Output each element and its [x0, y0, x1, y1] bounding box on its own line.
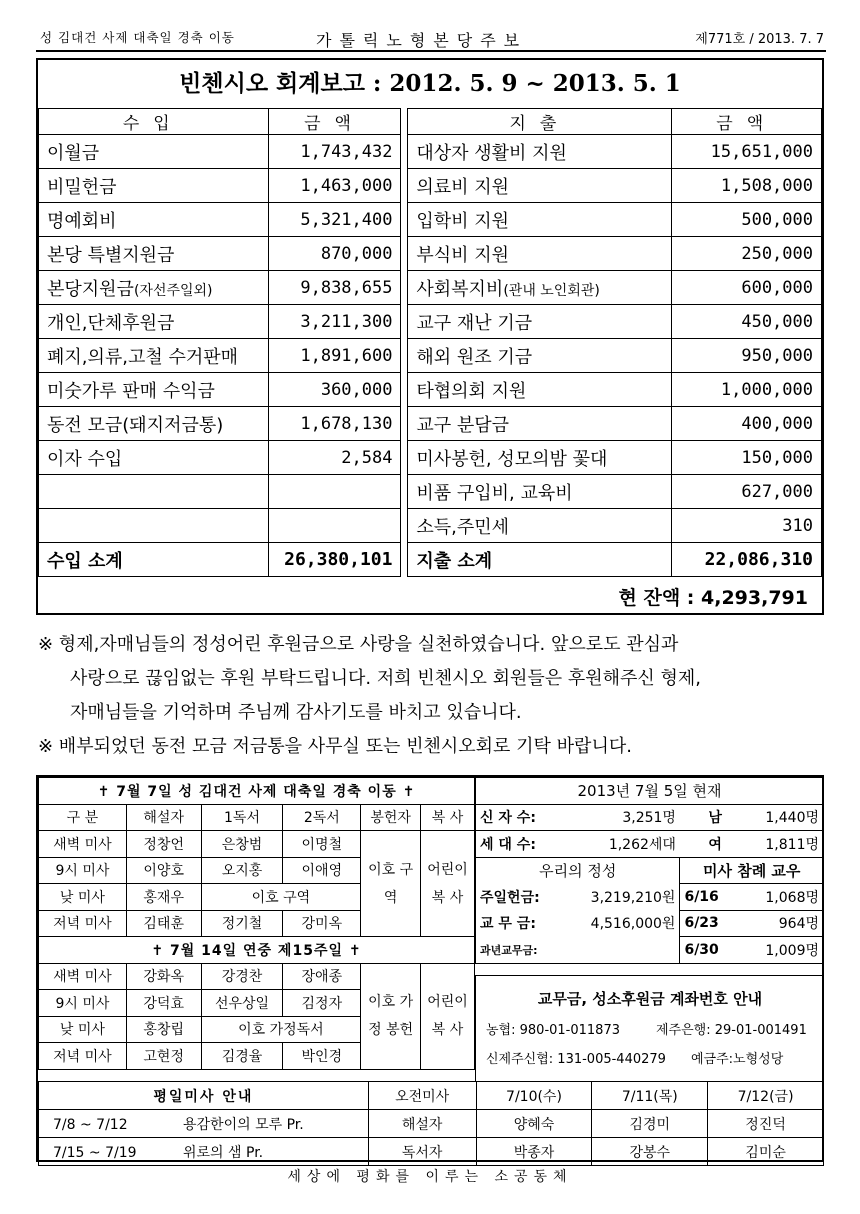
expense-label: 해외 원조 기금 [416, 346, 533, 368]
att-count: 1,009명 [726, 937, 824, 964]
account-nh: 농협: 980-01-011873 [486, 1023, 620, 1038]
header-title: 가톨릭노형본당주보 [316, 31, 528, 50]
weekday-mass [38, 1081, 824, 1166]
commentator: 홍재우 [126, 884, 201, 911]
weekday-header-row [39, 1082, 824, 1110]
income-label: 미숫가루 판매 수익금 [47, 380, 215, 402]
finance-row [39, 509, 822, 543]
income-label: 개인,단체후원금 [47, 312, 175, 334]
finance-row [39, 237, 822, 271]
col-amount: 금액 [268, 109, 401, 135]
header-left: 성 김대건 사제 대축일 경축 이동 [40, 30, 235, 45]
notes [38, 628, 828, 764]
finance-row [39, 135, 822, 169]
households-value: 1,262세대 [545, 831, 679, 858]
footer-slogan: 세상에 평화를 이루는 소공동체 [287, 1169, 573, 1185]
reader-2: 김정자 [283, 990, 361, 1017]
income-amount: 360,000 [268, 373, 401, 407]
weekday-day: 7/10(수) [476, 1082, 592, 1110]
mass-time: 저녁 미사 [39, 910, 127, 937]
income-note: (자선주일외) [133, 282, 213, 299]
income-label: 이자 수입 [47, 448, 123, 470]
expense-total-label: 지출 소계 [408, 543, 672, 577]
readers: 이호 가정독서 [201, 1016, 361, 1043]
expense-amount: 1,000,000 [672, 373, 822, 407]
mass-row [39, 831, 475, 858]
income-item [39, 203, 269, 237]
schedule-caption-row [39, 778, 475, 805]
subtotal-row [39, 543, 822, 577]
mass-col-header: 1독서 [201, 804, 283, 831]
income-label: 비밀헌금 [47, 176, 117, 198]
weekday-col: 오전미사 [368, 1082, 476, 1110]
mass-row [39, 963, 475, 990]
expense-label: 교구 분담금 [416, 414, 510, 436]
commentator: 이양호 [126, 857, 201, 884]
weekday-role: 해설자 [368, 1110, 476, 1138]
finance-row [39, 441, 822, 475]
reader-2: 이애영 [283, 857, 361, 884]
finance-row [39, 271, 822, 305]
expense-label: 의료비 지원 [416, 176, 510, 198]
weekday-role: 독서자 [368, 1138, 476, 1166]
income-total-label: 수입 소계 [39, 543, 269, 577]
income-amount: 1,463,000 [268, 169, 401, 203]
income-amount [268, 475, 401, 509]
finance-report [36, 58, 824, 615]
income-item [39, 339, 269, 373]
reader-2: 박인경 [283, 1043, 361, 1070]
commentator: 홍창립 [126, 1016, 201, 1043]
mass-time: 9시 미사 [39, 857, 127, 884]
income-item [39, 407, 269, 441]
households-label: 세 대 수: [476, 831, 546, 858]
expense-amount: 15,651,000 [672, 135, 822, 169]
weekday-period: 7/8 ~ 7/12 [53, 1116, 128, 1133]
income-item [39, 237, 269, 271]
weekday-theme-cell [39, 1138, 369, 1166]
expense-label: 타협의회 지원 [416, 380, 527, 402]
weekday-theme: 용감한이의 모루 Pr. [183, 1116, 304, 1133]
sunday-offering-label: 주일헌금: [476, 884, 546, 911]
reader-1: 은창범 [201, 831, 283, 858]
schedule-caption: ✝ 7월 7일 성 김대건 사제 대축일 경축 이동 ✝ [39, 778, 475, 805]
mass-col-header: 2독서 [283, 804, 361, 831]
attendance-title: 미사 참례 교우 [680, 857, 824, 884]
mass-time: 저녁 미사 [39, 1043, 127, 1070]
mass-time: 낮 미사 [39, 884, 127, 911]
female-value: 1,811명 [726, 831, 824, 858]
expense-item [408, 441, 672, 475]
mass-col-header: 복 사 [421, 804, 475, 831]
expense-item [408, 407, 672, 441]
stats-title: 2013년 7월 5일 현재 [476, 778, 824, 805]
expense-item [408, 169, 672, 203]
expense-item [408, 475, 672, 509]
reader-1: 선우상일 [201, 990, 283, 1017]
expense-label: 부식비 지원 [416, 244, 510, 266]
reader-1: 오지홍 [201, 857, 283, 884]
account-title: 교무금, 성소후원금 계좌번호 안내 [537, 990, 763, 1008]
expense-label: 입학비 지원 [416, 210, 510, 232]
weekday-row [39, 1138, 824, 1166]
mass-time: 낮 미사 [39, 1016, 127, 1043]
expense-amount: 450,000 [672, 305, 822, 339]
income-label: 본당 특별지원금 [47, 244, 175, 266]
offertory: 이호 구역 [361, 831, 421, 937]
income-amount: 5,321,400 [268, 203, 401, 237]
expense-item [408, 271, 672, 305]
finance-row [39, 305, 822, 339]
income-amount [268, 509, 401, 543]
sunday-offering-value: 3,219,210원 [545, 884, 679, 911]
col-income: 수입 [39, 109, 269, 135]
expense-amount: 627,000 [672, 475, 822, 509]
believers-value: 3,251명 [545, 804, 679, 831]
weekday-day: 7/12(금) [708, 1082, 824, 1110]
expense-item [408, 237, 672, 271]
expense-item [408, 339, 672, 373]
weekday-name: 박종자 [476, 1138, 592, 1166]
income-item [39, 169, 269, 203]
expense-item [408, 135, 672, 169]
dues-label: 교 무 금: [476, 910, 546, 937]
income-item [39, 135, 269, 169]
bulletin-header [36, 28, 826, 52]
income-amount: 1,891,600 [268, 339, 401, 373]
reader-2: 이명철 [283, 831, 361, 858]
note-line: 자매님들을 기억하며 주님께 감사기도를 바치고 있습니다. [70, 702, 522, 723]
expense-label: 소득,주민세 [416, 516, 510, 538]
expense-label: 미사봉헌, 성모의밤 꽃대 [416, 448, 608, 470]
parish-stats [475, 777, 824, 964]
income-amount: 1,743,432 [268, 135, 401, 169]
dues-value: 4,516,000원 [545, 910, 679, 937]
note-line: ※ 배부되었던 동전 모금 저금통을 사무실 또는 빈첸시오회로 기탁 바랍니다. [38, 736, 632, 757]
finance-row [39, 373, 822, 407]
income-amount: 1,678,130 [268, 407, 401, 441]
altar-servers: 어린이 복 사 [421, 831, 475, 937]
income-label: 이월금 [47, 142, 100, 164]
income-label: 명예회비 [47, 210, 117, 232]
account-shinhyup: 신제주신협: 131-005-440279 [486, 1052, 666, 1067]
account-holder: 예금주:노형성당 [691, 1052, 784, 1067]
expense-amount: 950,000 [672, 339, 822, 373]
weekday-name: 김미순 [708, 1138, 824, 1166]
expense-item [408, 509, 672, 543]
expense-amount: 150,000 [672, 441, 822, 475]
mass-time: 새벽 미사 [39, 963, 127, 990]
income-amount: 9,838,655 [268, 271, 401, 305]
expense-item [408, 305, 672, 339]
weekday-theme-cell [39, 1110, 369, 1138]
commentator: 고현정 [126, 1043, 201, 1070]
finance-row [39, 169, 822, 203]
income-item [39, 373, 269, 407]
expense-label: 교구 재난 기금 [416, 312, 533, 334]
schedule-caption: ✝ 7월 14일 연중 제15주일 ✝ [39, 937, 475, 964]
mass-time: 9시 미사 [39, 990, 127, 1017]
weekday-day: 7/11(목) [592, 1082, 708, 1110]
income-label: 본당지원금 [47, 278, 134, 300]
income-label: 폐지,의류,고철 수거판매 [47, 346, 239, 368]
finance-row [39, 339, 822, 373]
account-info [475, 975, 824, 1081]
expense-amount: 400,000 [672, 407, 822, 441]
weekday-theme: 위로의 샘 Pr. [183, 1144, 264, 1161]
att-date: 6/16 [680, 884, 726, 911]
finance-header-row [39, 109, 822, 135]
commentator: 강화옥 [126, 963, 201, 990]
reader-1: 강경찬 [201, 963, 283, 990]
reader-1: 김경율 [201, 1043, 283, 1070]
offering-title: 우리의 정성 [476, 857, 680, 884]
col-expense: 지출 [408, 109, 672, 135]
balance: 현 잔액 : 4,293,791 [618, 587, 808, 609]
schedule-caption-row [39, 937, 475, 964]
expense-amount: 600,000 [672, 271, 822, 305]
income-item [39, 441, 269, 475]
reader-2: 장애종 [283, 963, 361, 990]
expense-item [408, 373, 672, 407]
att-count: 1,068명 [726, 884, 824, 911]
finance-row [39, 203, 822, 237]
income-amount: 2,584 [268, 441, 401, 475]
finance-row [39, 475, 822, 509]
male-value: 1,440명 [726, 804, 824, 831]
offertory: 이호 가정 봉헌 [361, 963, 421, 1069]
att-date: 6/30 [680, 937, 726, 964]
male-label: 남 [680, 804, 726, 831]
expense-label: 비품 구입비, 교육비 [416, 482, 573, 504]
commentator: 강덕효 [126, 990, 201, 1017]
expense-note: (관내 노인회관) [503, 282, 600, 299]
finance-row [39, 407, 822, 441]
past-dues-label: 과년교무금: [476, 937, 680, 964]
expense-amount: 500,000 [672, 203, 822, 237]
income-amount: 870,000 [268, 237, 401, 271]
parish-info [36, 775, 824, 1162]
income-item [39, 305, 269, 339]
weekday-name: 강봉수 [592, 1138, 708, 1166]
expense-amount: 310 [672, 509, 822, 543]
income-item [39, 271, 269, 305]
altar-servers: 어린이 복 사 [421, 963, 475, 1069]
income-label: 동전 모금(돼지저금통) [47, 414, 224, 436]
weekday-name: 김경미 [592, 1110, 708, 1138]
income-item [39, 509, 269, 543]
income-total: 26,380,101 [268, 543, 401, 577]
believers-label: 신 자 수: [476, 804, 546, 831]
mass-header-row [39, 804, 475, 831]
readers: 이호 구역 [201, 884, 361, 911]
reader-2: 강미옥 [283, 910, 361, 937]
note-line: 사랑으로 끊임없는 후원 부탁드립니다. 저희 빈첸시오 회원들은 후원해주신 형제, [70, 668, 702, 689]
expense-amount: 1,508,000 [672, 169, 822, 203]
weekday-name: 양혜숙 [476, 1110, 592, 1138]
header-issue: 제771호 / 2013. 7. 7 [695, 32, 824, 47]
att-count: 964명 [726, 910, 824, 937]
finance-title: 빈첸시오 회계보고 : 2012. 5. 9 ~ 2013. 5. 1 [179, 70, 681, 97]
note-line: ※ 형제,자매님들의 정성어린 후원금으로 사랑을 실천하였습니다. 앞으로도 관심과 [38, 634, 679, 655]
reader-1: 정기철 [201, 910, 283, 937]
female-label: 여 [680, 831, 726, 858]
commentator: 김태훈 [126, 910, 201, 937]
mass-time: 새벽 미사 [39, 831, 127, 858]
commentator: 정창언 [126, 831, 201, 858]
finance-table [38, 108, 822, 577]
expense-item [408, 203, 672, 237]
account-jeju: 제주은행: 29-01-001491 [656, 1023, 807, 1038]
mass-col-header: 봉헌자 [361, 804, 421, 831]
col-amount: 금액 [672, 109, 822, 135]
weekday-title: 평일미사 안내 [39, 1082, 369, 1110]
expense-amount: 250,000 [672, 237, 822, 271]
mass-col-header: 해설자 [126, 804, 201, 831]
mass-schedule [38, 777, 475, 1070]
expense-label: 대상자 생활비 지원 [416, 142, 567, 164]
mass-col-header: 구 분 [39, 804, 127, 831]
weekday-row [39, 1110, 824, 1138]
weekday-name: 정진덕 [708, 1110, 824, 1138]
expense-total: 22,086,310 [672, 543, 822, 577]
income-item [39, 475, 269, 509]
income-amount: 3,211,300 [268, 305, 401, 339]
att-date: 6/23 [680, 910, 726, 937]
weekday-period: 7/15 ~ 7/19 [53, 1144, 137, 1161]
expense-label: 사회복지비 [416, 278, 504, 300]
